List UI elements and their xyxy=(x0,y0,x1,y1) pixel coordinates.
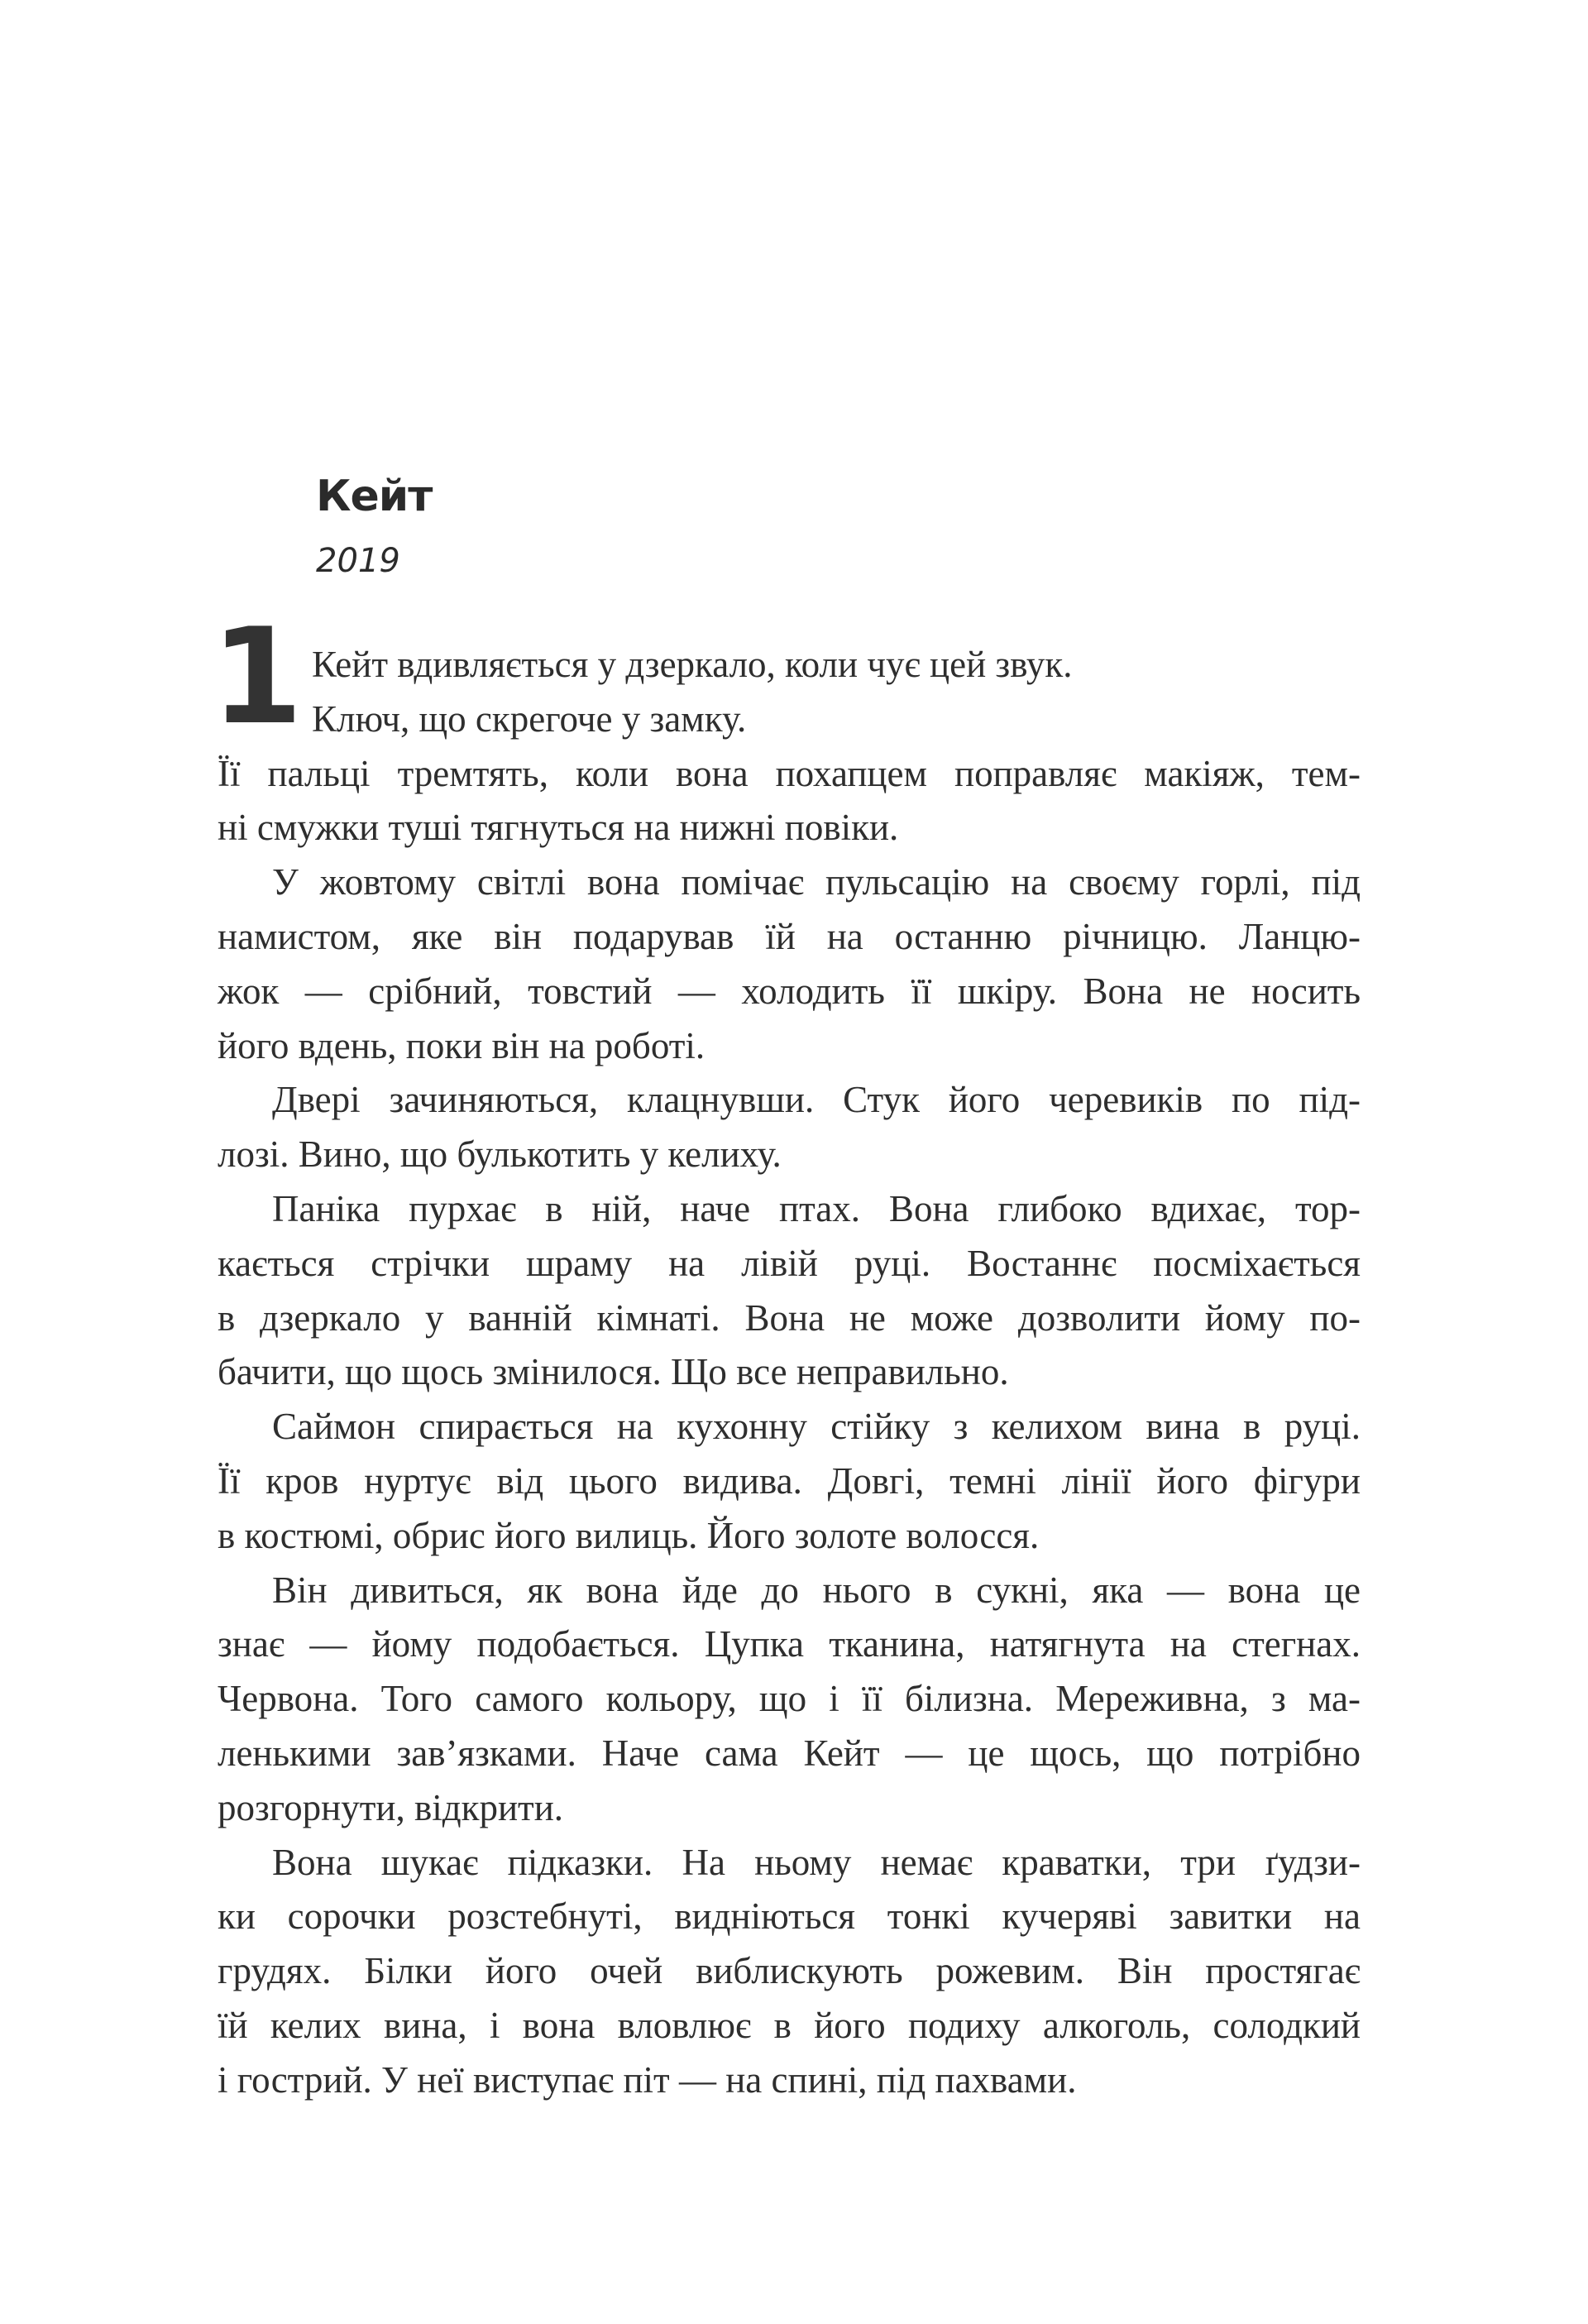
text-line: лозі. Вино, що булькотить у келиху. xyxy=(218,1133,782,1176)
text-line: грудях. Білки його очей виблискують рожевим. Він простягає xyxy=(218,1950,1361,1992)
text-line: Вона шукає підказки. На ньому немає краватки, три ґудзи- xyxy=(272,1841,1361,1883)
text-line: Її кров нуртує від цього видива. Довгі, темні лінії його фігури xyxy=(218,1460,1361,1502)
chapter-number-dropcap: 1 xyxy=(211,599,300,754)
chapter-year: 2019 xyxy=(316,542,400,580)
text-line: Ключ, що скрегоче у замку. xyxy=(312,697,747,740)
text-line: намистом, яке він подарував їй на останню річницю. Ланцю- xyxy=(218,916,1361,957)
chapter-character-heading: Кейт xyxy=(316,472,433,521)
text-line: Її пальці тремтять, коли вона похапцем поправляє макіяж, тем- xyxy=(218,752,1361,794)
text-line: кається стрічки шраму на лівій руці. Востаннє посміхається xyxy=(218,1242,1361,1284)
text-line: їй келих вина, і вона вловлює в його подиху алкоголь, солодкий xyxy=(218,2005,1361,2046)
text-line: в дзеркало у ванній кімнаті. Вона не може дозволити йому по- xyxy=(218,1296,1361,1339)
text-line: ки сорочки розстебнуті, видніються тонкі кучеряві завитки на xyxy=(218,1895,1361,1938)
text-line: Двері зачиняються, клацнувши. Стук його черевиків по під- xyxy=(272,1079,1361,1121)
text-line: ленькими зав’язками. Наче сама Кейт — це щось, що потрібно xyxy=(218,1732,1361,1774)
text-line: Він дивиться, як вона йде до нього в сукні, яка — вона це xyxy=(272,1569,1361,1611)
text-line: в костюмі, обрис його вилиць. Його золоте волосся. xyxy=(218,1514,1040,1556)
text-line: знає — йому подобається. Цупка тканина, натягнута на стегнах. xyxy=(218,1623,1361,1665)
text-line: Червона. Того самого кольору, що і її білизна. Мереживна, з ма- xyxy=(218,1678,1361,1720)
text-line: Кейт вдивляється у дзеркало, коли чує цей звук. xyxy=(312,644,1073,685)
text-line: і гострий. У неї виступає піт — на спині, під пахвами. xyxy=(218,2058,1077,2101)
text-line: У жовтому світлі вона помічає пульсацію на своєму горлі, під xyxy=(272,861,1361,903)
text-line: Саймон спирається на кухонну стійку з келихом вина в руці. xyxy=(272,1406,1361,1448)
text-line: розгорнути, відкрити. xyxy=(218,1786,564,1828)
text-line: бачити, що щось змінилося. Що все неправильно. xyxy=(218,1351,1009,1393)
text-line: ні смужки туші тягнуться на нижні повіки. xyxy=(218,807,899,849)
text-line: його вдень, поки він на роботі. xyxy=(218,1024,706,1066)
text-line: жок — срібний, товстий — холодить її шкіру. Вона не носить xyxy=(218,970,1361,1012)
text-line: Паніка пурхає в ній, наче птах. Вона глибоко вдихає, тор- xyxy=(272,1188,1361,1229)
